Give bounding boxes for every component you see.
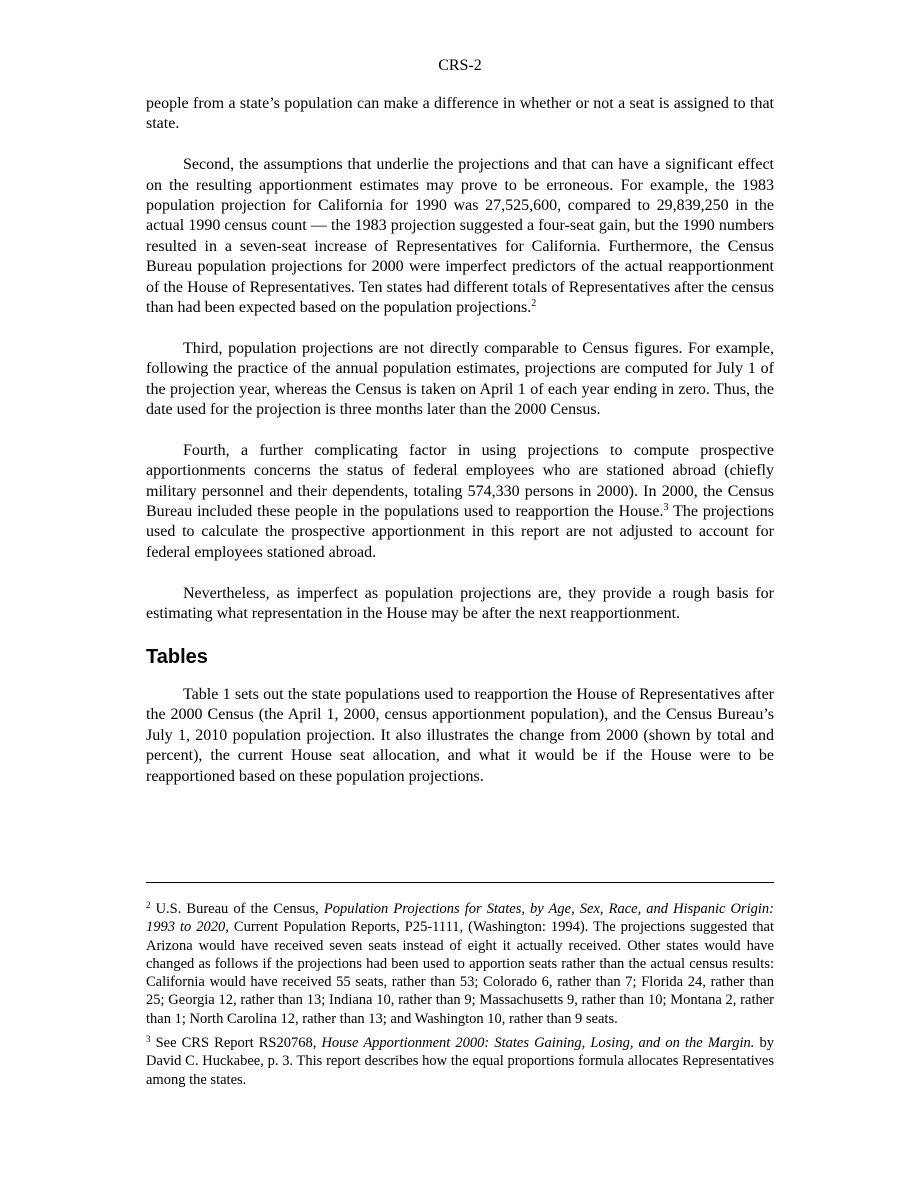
main-body	[146, 94, 774, 787]
section-heading-tables: Tables	[146, 645, 208, 668]
footnote-3-number: 3	[146, 1034, 151, 1045]
footnote-2-number: 2	[146, 900, 151, 910]
footnote-2-citation-title: Population Projections for States, by Age, Sex, Race, and Hispanic Origin: 1993 to 2020	[146, 901, 774, 936]
footnotes	[146, 900, 774, 1095]
paragraph-third-comparability: Third, population projections are not directly comparable to Census figures. For example, following the practice of the annual population estimates, projections are computed for July 1 of the projection year, whereas the Census is taken on April 1 of each year ending in zero. Thus, the date used for the projection is three months later than the 2000 Census.	[146, 339, 774, 419]
paragraph-nevertheless: Nevertheless, as imperfect as population projections are, they provide a rough basis for estimating what representation in the House may be after the next reapportionment.	[146, 584, 774, 623]
footnote-2: $^2$ U.S. Bureau of the Census, Population Projections for States, by Age, Sex, Race, and Hispanic Origin: 1993 to 2020, Current Population Reports, P25-1111, (Washington: 1994). The projections suggested that Arizona would have received seven seats instead of eight it actually received. Other states would have changed as follows if the projections had been used to apportion seats rather than the actual census results: California would have received 55 seats, rather than 53; Colorado 6, rather than 7; Florida 24, rather than 25; Georgia 12, rather than 13; Indiana 10, rather than 9; Massachusetts 9, rather than 10; Montana 2, rather than 1; North Carolina 12, rather than 13; and Washington 10, rather than 9 seats.	[146, 900, 775, 1027]
paragraph-continuation: people from a state’s population can make a difference in whether or not a seat is assigned to that state.	[146, 95, 774, 133]
footnote-divider	[146, 882, 774, 883]
footnote-3-citation-title: House Apportionment 2000: States Gaining, Losing, and on the Margin.	[321, 1035, 755, 1052]
page-number-header: CRS-2	[438, 57, 482, 74]
paragraph-second-assumptions: Second, the assumptions that underlie the projections and that can have a significant effect on the resulting apportionment estimates may prove to be erroneous. For example, the 1983 population projection for California for 1990 was 27,525,600, compared to 29,839,250 in the actual 1990 census count — the 1983 projection suggested a four-seat gain, but the 1990 numbers resulted in a seven-seat increase of Representatives for California. Furthermore, the Census Bureau population projections for 2000 were imperfect predictors of the actual reapportionment of the House of Representatives. Ten states had different totals of Representatives after the census than had been expected based on the population projections.$^2$	[146, 156, 774, 317]
footnote-3: $^3$ See CRS Report RS20768, House Apportionment 2000: States Gaining, Losing, and on the Margin. by David C. Huckabee, p. 3. This report describes how the equal proportions formula allocates Representatives among the states.	[146, 1034, 775, 1088]
footnote-ref-2[interactable]: 2	[531, 298, 537, 310]
footnote-ref-3[interactable]: 3	[663, 502, 669, 514]
paragraph-table-1-description: Table 1 sets out the state populations used to reapportion the House of Representatives after the 2000 Census (the April 1, 2000, census apportionment population), and the Census Bureau’s July 1, 2010 population projection. It also illustrates the change from 2000 (shown by total and percent), the current House seat allocation, and what it would be if the House were to be reapportioned based on these population projections.	[146, 685, 774, 785]
paragraph-fourth-federal-employees: Fourth, a further complicating factor in using projections to compute prospective apportionments concerns the status of federal employees who are stationed abroad (chiefly military personnel and their dependents, totaling 574,330 persons in 2000). In 2000, the Census Bureau included these people in the populations used to reapportion the House.$^3$ The projections used to calculate the prospective apportionment in this report are not adjusted to account for federal employees stationed abroad.	[146, 441, 774, 561]
